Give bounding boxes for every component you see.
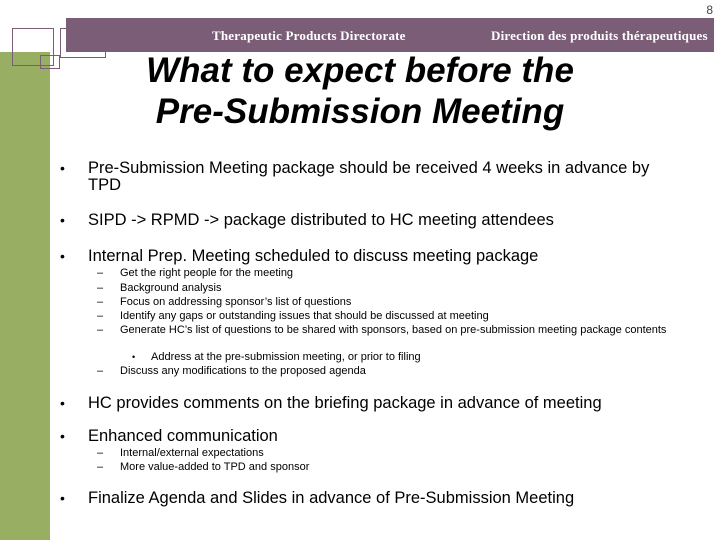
sub-sub-item-address-at-meeting: Address at the pre-submission meeting, or prior to filing [151,351,421,363]
sub-item-sponsor-questions: Focus on addressing sponsor’s list of questions [120,296,352,308]
slide-title-line1: What to expect before the [146,51,574,90]
bullet-icon: • [60,212,65,228]
dash-icon: – [97,447,104,459]
bullet-icon: • [60,395,65,411]
sub-item-right-people: Get the right people for the meeting [120,267,294,279]
bullet-icon: • [60,248,65,264]
bullet-icon: • [60,490,65,506]
dash-icon: – [97,296,104,308]
sub-item-background-analysis: Background analysis [120,282,222,294]
bullet-hc-comments: HC provides comments on the briefing package in advance of meeting [88,394,602,412]
dash-icon: – [97,461,104,473]
sub-item-agenda-modifications: Discuss any modifications to the proposed agenda [120,365,366,377]
dash-icon: – [97,310,104,322]
bullet-icon: • [60,428,65,444]
dash-icon: – [97,365,104,377]
bullet-icon: • [60,160,65,176]
bullet-enhanced-communication: Enhanced communication [88,427,278,445]
sub-item-identify-gaps: Identify any gaps or outstanding issues that should be discussed at meeting [120,310,489,322]
header-title-french: Direction des produits thérapeutiques [491,28,708,43]
bullet-package-distribution: SIPD -> RPMD -> package distributed to HC meeting attendees [88,211,554,229]
sub-item-generate-hc-questions: Generate HC’s list of questions to be shared with sponsors, based on pre-submission meeting package contents [120,324,667,336]
bullet-internal-prep-meeting: Internal Prep. Meeting scheduled to discuss meeting package [88,247,539,265]
dash-icon: – [97,267,104,279]
bullet-finalize-agenda: Finalize Agenda and Slides in advance of Pre-Submission Meeting [88,489,575,507]
bullet-pre-submission-package: Pre-Submission Meeting package should be received 4 weeks in advance by TPD [88,159,650,194]
page-number: 8 [706,3,713,17]
sub-item-expectations: Internal/external expectations [120,447,264,459]
dash-icon: – [97,324,104,336]
sub-item-value-added: More value-added to TPD and sponsor [120,461,310,473]
bullet-icon: • [132,352,136,362]
dash-icon: – [97,282,104,294]
header-title-english: Therapeutic Products Directorate [212,28,406,43]
slide-title-line2: Pre-Submission Meeting [155,92,565,131]
